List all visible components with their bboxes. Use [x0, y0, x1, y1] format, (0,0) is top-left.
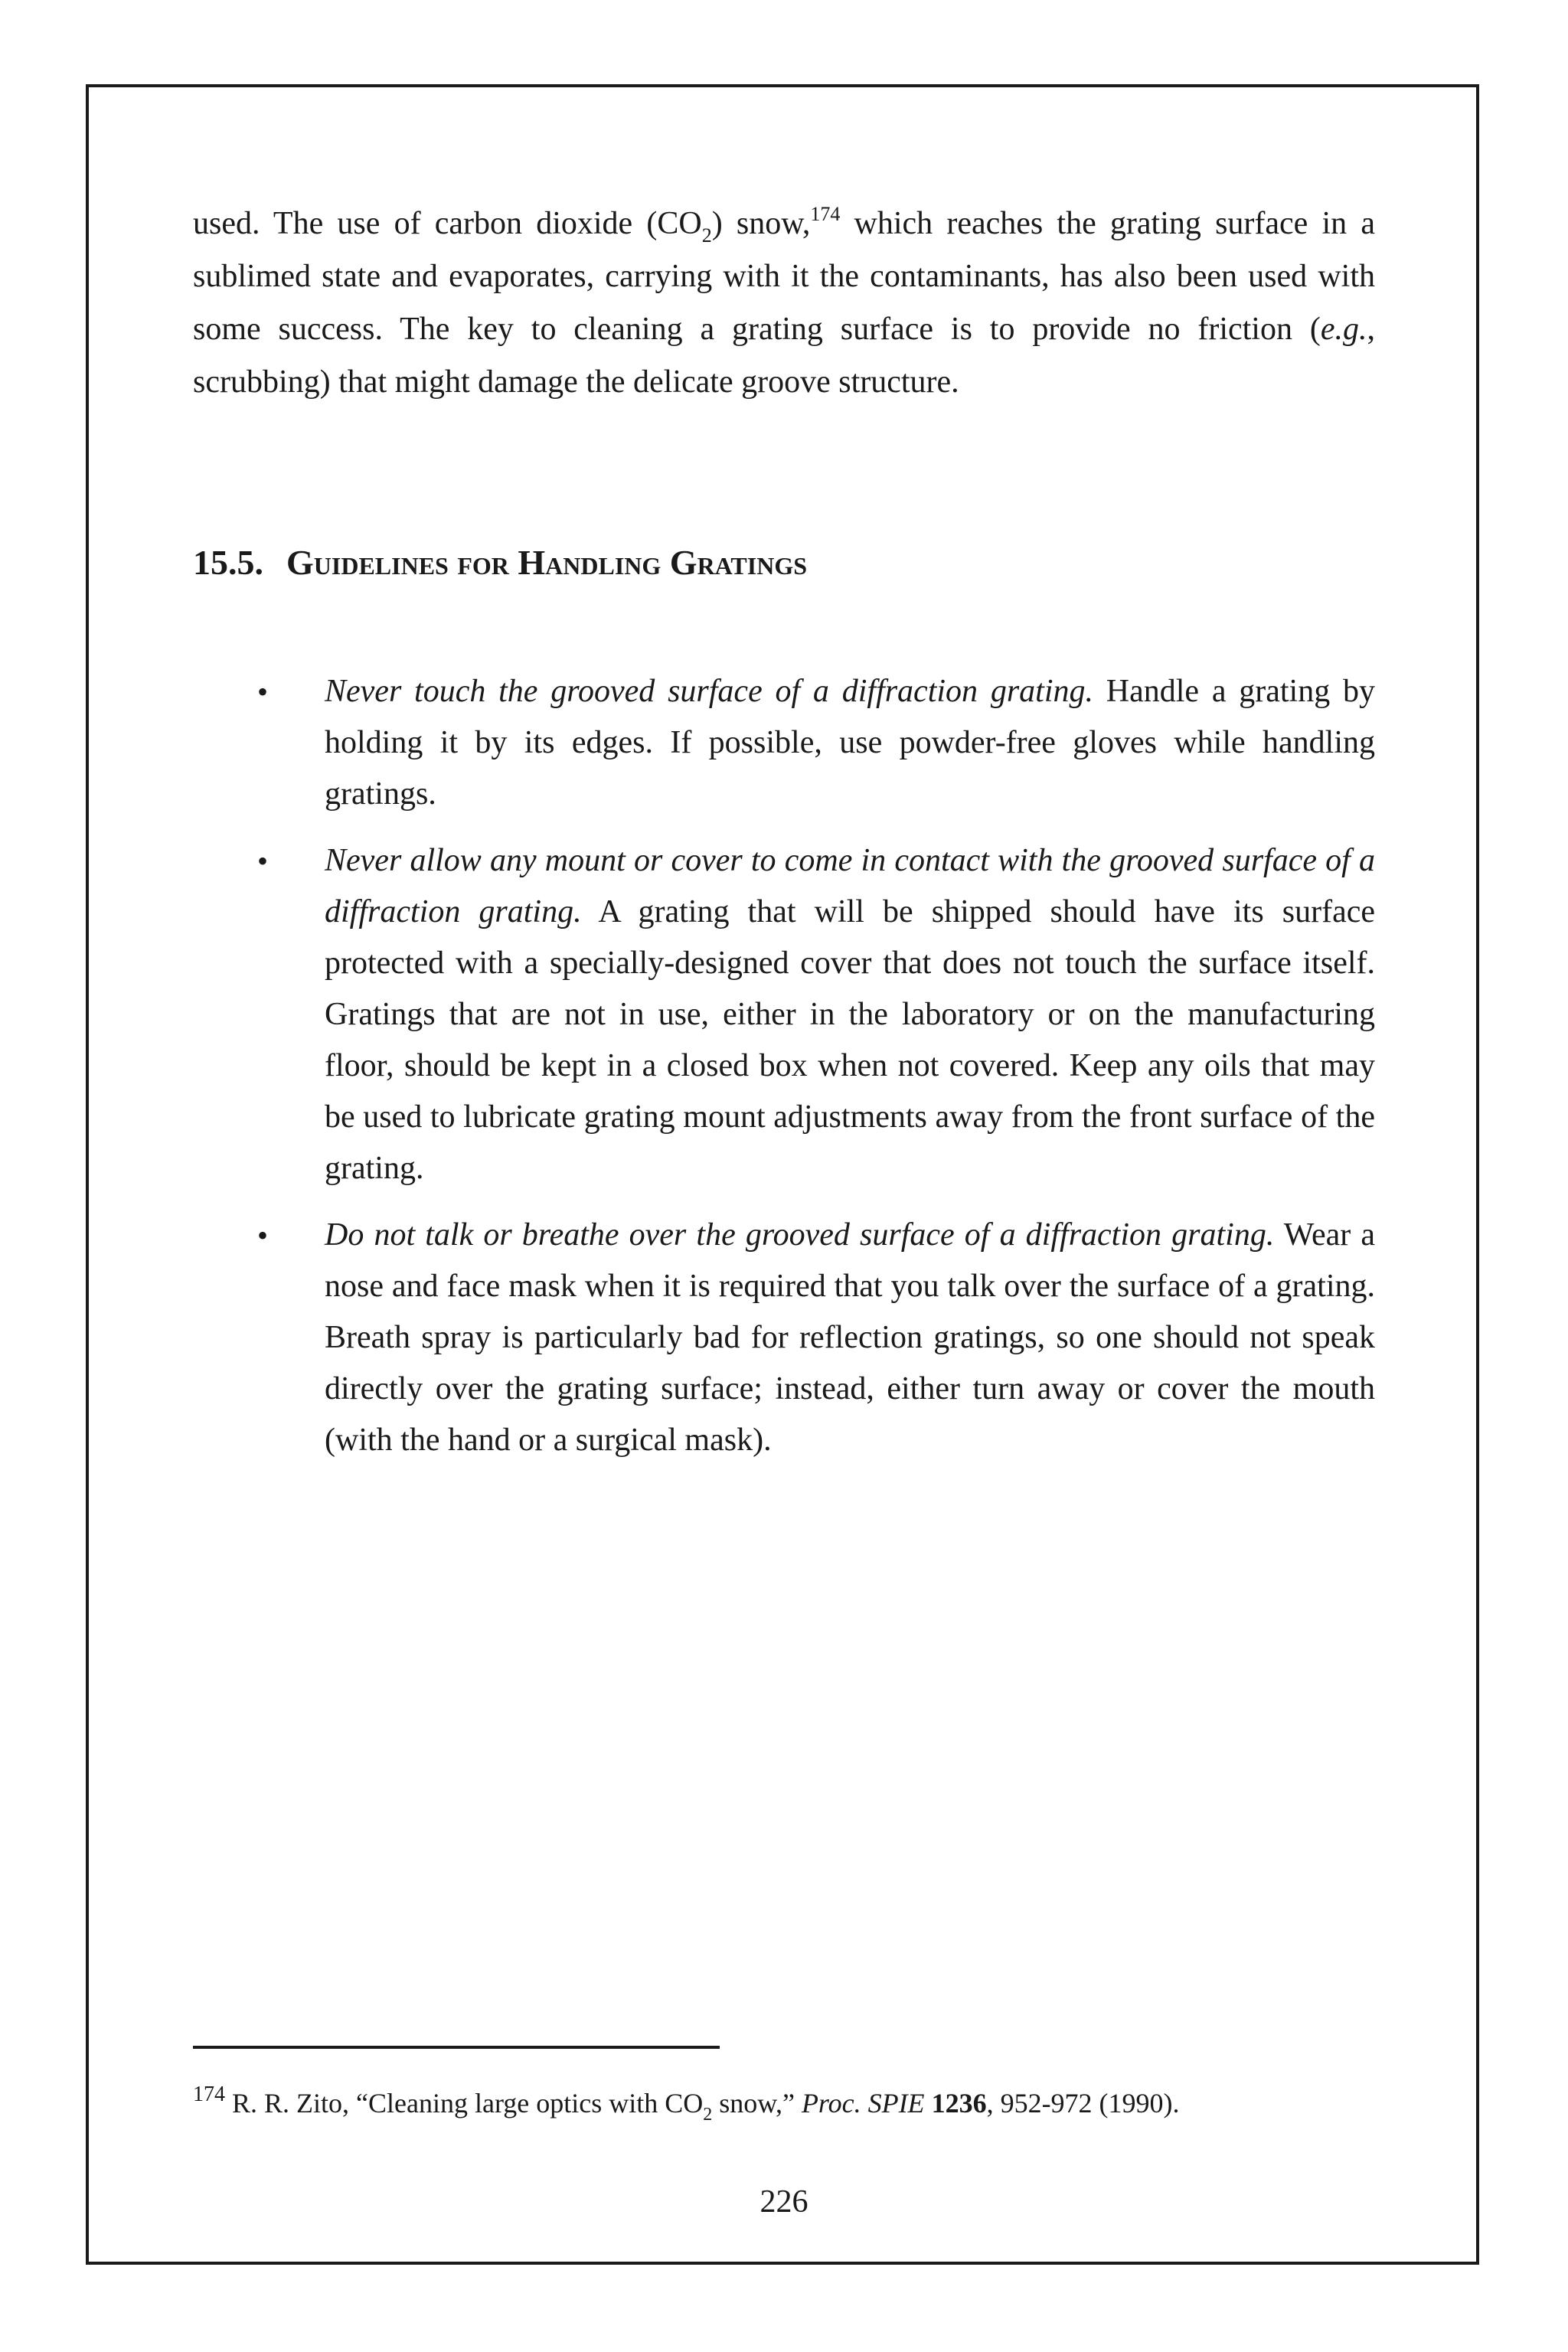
footnote-divider	[193, 2046, 720, 2049]
section-number: 15.5.	[193, 543, 263, 582]
guidelines-list	[193, 666, 1375, 1481]
footnote-reference[interactable]: 174	[810, 203, 841, 225]
footnote-marker: 174	[193, 2082, 225, 2106]
guideline-lead: Do not talk or breathe over the grooved surface of a diffraction grating.	[325, 1217, 1275, 1253]
footnote: $^{174}$ R. R. Zito, “Cleaning large optics with $CO_2$ snow,” Proc. SPIE 1236, 952-972 (1990).	[193, 2082, 1180, 2125]
section-title: Guidelines for Handling Gratings	[286, 543, 808, 582]
guideline-text: A grating that will be shipped should have its surface protected with a specially-designed cover that does not touch the surface itself. Gratings that are not in use, either in the laboratory or on the manufacturing floor, should be kept in a closed box when not covered. Keep any oils that may be used to lubricate grating mount adjustments away from the front surface of the grating.	[325, 894, 1376, 1186]
bullet-icon: •	[257, 844, 269, 878]
list-item	[193, 666, 1375, 820]
section-heading	[193, 542, 807, 583]
guideline-text: Handle a grating by holding it by its edges. If possible, use powder-free gloves while handling gratings.	[325, 674, 1375, 812]
list-item	[193, 1210, 1375, 1466]
guideline-text: Wear a nose and face mask when it is required that you talk over the surface of a grating. Breath spray is particularly bad for reflection gratings, so one should not speak directly over the grating surface; instead, either turn away or cover the mouth (with the hand or a surgical mask).	[325, 1217, 1375, 1458]
body-paragraph: used. The use of carbon dioxide $(CO_2)$ snow,$^{174}$ which reaches the grating surface in a sublimed state and evaporates, carrying with it the contaminants, has also been used with some success. The key to cleaning a grating surface is to provide no friction (e.g., scrubbing) that might damage the delicate groove structure.	[193, 203, 1376, 400]
journal-volume: 1236	[931, 2088, 987, 2118]
page-number: 226	[760, 2184, 808, 2220]
guideline-lead: Never allow any mount or cover to come in contact with the grooved surface of a diffraction grating.	[325, 843, 1375, 929]
guideline-lead: Never touch the grooved surface of a diffraction grating.	[325, 674, 1093, 709]
bullet-icon: •	[257, 1218, 269, 1253]
list-item	[193, 835, 1375, 1194]
bullet-icon: •	[257, 675, 269, 709]
journal-name: Proc. SPIE	[801, 2088, 925, 2118]
